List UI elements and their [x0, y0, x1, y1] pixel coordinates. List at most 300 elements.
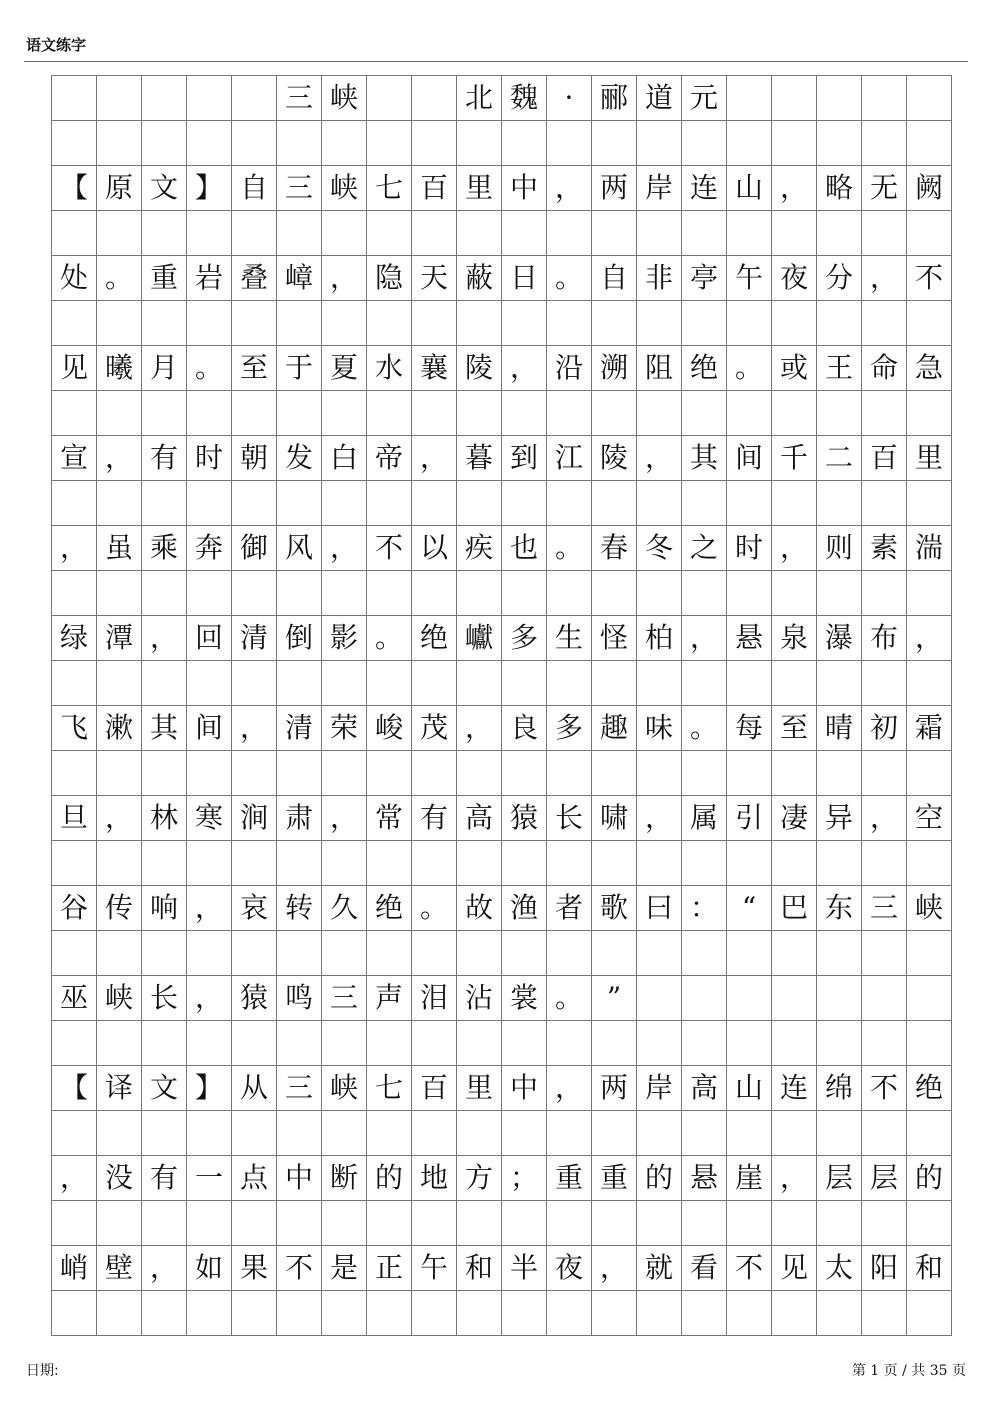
- grid-character: 层: [817, 1156, 862, 1201]
- grid-character: 魏: [502, 76, 547, 121]
- grid-character: 原: [97, 166, 142, 211]
- grid-cell: [862, 1291, 907, 1336]
- grid-character: 空: [907, 796, 952, 841]
- grid-cell: [907, 661, 952, 706]
- grid-character: 水: [367, 346, 412, 391]
- grid-character: 三: [277, 76, 322, 121]
- grid-cell: [232, 931, 277, 976]
- grid-character: 。: [97, 256, 142, 301]
- grid-character: 三: [277, 166, 322, 211]
- grid-cell: [322, 391, 367, 436]
- grid-character: 【: [52, 166, 97, 211]
- grid-cell: [232, 121, 277, 166]
- grid-cell: [457, 841, 502, 886]
- grid-character: 亭: [682, 256, 727, 301]
- grid-cell: [232, 661, 277, 706]
- grid-cell: [547, 1021, 592, 1066]
- grid-cell: [817, 121, 862, 166]
- grid-character: 巴: [772, 886, 817, 931]
- grid-character: 分: [817, 256, 862, 301]
- grid-cell: [412, 391, 457, 436]
- grid-character: 虽: [97, 526, 142, 571]
- grid-character: 自: [592, 256, 637, 301]
- header-divider: [24, 61, 968, 62]
- grid-cell: [52, 1291, 97, 1336]
- grid-character: 长: [547, 796, 592, 841]
- grid-character: 。: [682, 706, 727, 751]
- grid-cell: [52, 1201, 97, 1246]
- grid-character: 猿: [502, 796, 547, 841]
- grid-cell: [862, 1021, 907, 1066]
- grid-character: 怪: [592, 616, 637, 661]
- grid-character: 有: [142, 1156, 187, 1201]
- grid-cell: [862, 661, 907, 706]
- grid-character: 两: [592, 166, 637, 211]
- grid-cell: [187, 211, 232, 256]
- grid-character: 陵: [457, 346, 502, 391]
- grid-cell: [862, 76, 907, 121]
- grid-character: ；: [502, 1156, 547, 1201]
- grid-character: 帝: [367, 436, 412, 481]
- grid-character: 百: [862, 436, 907, 481]
- grid-character: 嶂: [277, 256, 322, 301]
- grid-cell: [592, 1111, 637, 1156]
- grid-character: 太: [817, 1246, 862, 1291]
- grid-character: 宣: [52, 436, 97, 481]
- grid-character: 属: [682, 796, 727, 841]
- grid-cell: [682, 301, 727, 346]
- grid-character: 两: [592, 1066, 637, 1111]
- grid-character: 荣: [322, 706, 367, 751]
- grid-cell: [682, 571, 727, 616]
- grid-cell: [457, 751, 502, 796]
- grid-character: 北: [457, 76, 502, 121]
- grid-cell: [682, 931, 727, 976]
- grid-cell: [142, 121, 187, 166]
- grid-cell: [187, 301, 232, 346]
- grid-character: 凄: [772, 796, 817, 841]
- grid-character: 绵: [817, 1066, 862, 1111]
- grid-cell: [322, 1111, 367, 1156]
- grid-cell: [727, 841, 772, 886]
- grid-cell: [97, 1111, 142, 1156]
- grid-character: 。: [547, 256, 592, 301]
- grid-cell: [52, 391, 97, 436]
- grid-character: 引: [727, 796, 772, 841]
- grid-cell: [367, 211, 412, 256]
- grid-character: 重: [547, 1156, 592, 1201]
- grid-cell: [682, 1291, 727, 1336]
- grid-character: 一: [187, 1156, 232, 1201]
- grid-cell: [817, 571, 862, 616]
- grid-character: 间: [727, 436, 772, 481]
- grid-character: 午: [412, 1246, 457, 1291]
- grid-cell: [187, 661, 232, 706]
- grid-cell: [817, 391, 862, 436]
- grid-character: 其: [142, 706, 187, 751]
- grid-character: 绿: [52, 616, 97, 661]
- grid-cell: [322, 121, 367, 166]
- grid-cell: [772, 976, 817, 1021]
- grid-character: 千: [772, 436, 817, 481]
- grid-cell: [457, 1111, 502, 1156]
- grid-character: 命: [862, 346, 907, 391]
- grid-character: 故: [457, 886, 502, 931]
- grid-character: 叠: [232, 256, 277, 301]
- grid-cell: [772, 481, 817, 526]
- grid-cell: [412, 751, 457, 796]
- grid-cell: [682, 211, 727, 256]
- grid-cell: [817, 1291, 862, 1336]
- grid-cell: [637, 661, 682, 706]
- grid-cell: [817, 661, 862, 706]
- grid-character: ，: [97, 796, 142, 841]
- grid-character: ，: [142, 616, 187, 661]
- grid-character: ，: [682, 616, 727, 661]
- grid-character: 猿: [232, 976, 277, 1021]
- grid-cell: [547, 1201, 592, 1246]
- practice-grid: [51, 75, 952, 1336]
- grid-character: ，: [322, 526, 367, 571]
- grid-cell: [187, 121, 232, 166]
- grid-character: 白: [322, 436, 367, 481]
- grid-cell: [97, 301, 142, 346]
- grid-character: 林: [142, 796, 187, 841]
- grid-cell: [322, 931, 367, 976]
- grid-cell: [727, 1111, 772, 1156]
- grid-cell: [547, 1291, 592, 1336]
- grid-character: 布: [862, 616, 907, 661]
- grid-character: 。: [412, 886, 457, 931]
- grid-character: 岸: [637, 1066, 682, 1111]
- grid-cell: [412, 76, 457, 121]
- grid-character: 山: [727, 1066, 772, 1111]
- grid-cell: [682, 121, 727, 166]
- grid-cell: [502, 1201, 547, 1246]
- grid-character: 暮: [457, 436, 502, 481]
- grid-character: ，: [862, 256, 907, 301]
- grid-character: 元: [682, 76, 727, 121]
- grid-cell: [457, 1291, 502, 1336]
- grid-character: 有: [142, 436, 187, 481]
- grid-character: 峡: [322, 1066, 367, 1111]
- grid-character: 寒: [187, 796, 232, 841]
- grid-cell: [277, 751, 322, 796]
- grid-character: 渔: [502, 886, 547, 931]
- grid-cell: [142, 391, 187, 436]
- grid-character: 襄: [412, 346, 457, 391]
- grid-cell: [637, 121, 682, 166]
- grid-character: 乘: [142, 526, 187, 571]
- grid-cell: [817, 1201, 862, 1246]
- grid-cell: [277, 1201, 322, 1246]
- grid-character: ：: [682, 886, 727, 931]
- grid-cell: [97, 1291, 142, 1336]
- grid-character: 重: [592, 1156, 637, 1201]
- grid-character: ”: [592, 976, 637, 1021]
- grid-cell: [817, 1021, 862, 1066]
- grid-cell: [277, 481, 322, 526]
- grid-character: 之: [682, 526, 727, 571]
- grid-character: 急: [907, 346, 952, 391]
- grid-cell: [862, 571, 907, 616]
- grid-cell: [907, 1201, 952, 1246]
- grid-cell: [457, 391, 502, 436]
- grid-cell: [592, 1021, 637, 1066]
- grid-cell: [322, 1201, 367, 1246]
- grid-character: 连: [682, 166, 727, 211]
- grid-cell: [637, 976, 682, 1021]
- grid-character: 涧: [232, 796, 277, 841]
- grid-character: ，: [52, 1156, 97, 1201]
- grid-cell: [772, 1021, 817, 1066]
- grid-cell: [367, 121, 412, 166]
- grid-character: 地: [412, 1156, 457, 1201]
- grid-character: 岩: [187, 256, 232, 301]
- grid-character: 沿: [547, 346, 592, 391]
- grid-cell: [682, 841, 727, 886]
- grid-character: 绝: [412, 616, 457, 661]
- grid-cell: [547, 211, 592, 256]
- grid-cell: [502, 1111, 547, 1156]
- grid-character: 霜: [907, 706, 952, 751]
- grid-character: 的: [637, 1156, 682, 1201]
- grid-cell: [457, 571, 502, 616]
- grid-cell: [862, 121, 907, 166]
- grid-character: 译: [97, 1066, 142, 1111]
- grid-character: 处: [52, 256, 97, 301]
- grid-cell: [367, 1201, 412, 1246]
- grid-cell: [52, 121, 97, 166]
- grid-cell: [457, 301, 502, 346]
- grid-character: 夏: [322, 346, 367, 391]
- grid-cell: [52, 481, 97, 526]
- grid-cell: [322, 751, 367, 796]
- grid-character: 晴: [817, 706, 862, 751]
- grid-character: 文: [142, 1066, 187, 1111]
- grid-cell: [772, 1201, 817, 1246]
- grid-cell: [142, 571, 187, 616]
- grid-character: ，: [772, 526, 817, 571]
- grid-character: 转: [277, 886, 322, 931]
- grid-character: ，: [547, 1066, 592, 1111]
- grid-cell: [367, 931, 412, 976]
- grid-cell: [637, 841, 682, 886]
- grid-character: 绝: [367, 886, 412, 931]
- grid-character: 。: [367, 616, 412, 661]
- grid-cell: [187, 931, 232, 976]
- grid-character: 层: [862, 1156, 907, 1201]
- grid-cell: [907, 481, 952, 526]
- grid-character: 崖: [727, 1156, 772, 1201]
- grid-character: 峡: [322, 76, 367, 121]
- grid-character: 江: [547, 436, 592, 481]
- grid-character: ，: [187, 976, 232, 1021]
- grid-cell: [682, 1201, 727, 1246]
- grid-character: ，: [862, 796, 907, 841]
- grid-cell: [592, 571, 637, 616]
- grid-cell: [592, 1291, 637, 1336]
- grid-cell: [502, 481, 547, 526]
- grid-character: 阙: [907, 166, 952, 211]
- page-number: 第 1 页 / 共 35 页: [851, 1363, 966, 1379]
- grid-cell: [502, 391, 547, 436]
- grid-character: 歌: [592, 886, 637, 931]
- grid-cell: [907, 391, 952, 436]
- grid-cell: [322, 211, 367, 256]
- grid-character: 时: [187, 436, 232, 481]
- grid-cell: [682, 481, 727, 526]
- grid-character: 七: [367, 1066, 412, 1111]
- grid-cell: [232, 571, 277, 616]
- grid-character: 重: [142, 256, 187, 301]
- grid-character: 和: [907, 1246, 952, 1291]
- grid-cell: [862, 931, 907, 976]
- grid-character: 茂: [412, 706, 457, 751]
- grid-character: 半: [502, 1246, 547, 1291]
- grid-character: 不: [862, 1066, 907, 1111]
- grid-cell: [727, 1021, 772, 1066]
- grid-character: 王: [817, 346, 862, 391]
- grid-cell: [547, 301, 592, 346]
- grid-cell: [682, 391, 727, 436]
- grid-cell: [547, 1111, 592, 1156]
- grid-character: 果: [232, 1246, 277, 1291]
- grid-cell: [457, 931, 502, 976]
- grid-cell: [232, 481, 277, 526]
- grid-character: 绝: [907, 1066, 952, 1111]
- grid-cell: [907, 1291, 952, 1336]
- grid-character: 素: [862, 526, 907, 571]
- grid-character: 溯: [592, 346, 637, 391]
- grid-cell: [907, 121, 952, 166]
- grid-cell: [232, 76, 277, 121]
- grid-character: ·: [547, 76, 592, 121]
- grid-cell: [862, 841, 907, 886]
- grid-character: 峭: [52, 1246, 97, 1291]
- grid-character: 有: [412, 796, 457, 841]
- grid-cell: [52, 301, 97, 346]
- grid-character: 岸: [637, 166, 682, 211]
- grid-cell: [232, 751, 277, 796]
- grid-cell: [97, 211, 142, 256]
- grid-cell: [772, 211, 817, 256]
- grid-cell: [412, 931, 457, 976]
- grid-character: 峻: [367, 706, 412, 751]
- grid-cell: [52, 931, 97, 976]
- grid-cell: [457, 661, 502, 706]
- grid-cell: [682, 976, 727, 1021]
- grid-cell: [727, 931, 772, 976]
- grid-character: 冬: [637, 526, 682, 571]
- grid-cell: [187, 571, 232, 616]
- grid-cell: [772, 1111, 817, 1156]
- grid-cell: [772, 76, 817, 121]
- grid-cell: [907, 751, 952, 796]
- grid-cell: [412, 1111, 457, 1156]
- grid-character: 瀑: [817, 616, 862, 661]
- grid-character: 其: [682, 436, 727, 481]
- grid-character: 夜: [547, 1246, 592, 1291]
- grid-cell: [367, 1291, 412, 1336]
- grid-cell: [907, 211, 952, 256]
- grid-cell: [727, 661, 772, 706]
- grid-cell: [322, 1291, 367, 1336]
- grid-cell: [277, 1111, 322, 1156]
- grid-cell: [592, 661, 637, 706]
- grid-cell: [637, 1111, 682, 1156]
- grid-character: 山: [727, 166, 772, 211]
- grid-character: 。: [727, 346, 772, 391]
- grid-character: 夜: [772, 256, 817, 301]
- grid-character: 文: [142, 166, 187, 211]
- grid-character: 断: [322, 1156, 367, 1201]
- grid-cell: [637, 1201, 682, 1246]
- grid-cell: [727, 571, 772, 616]
- grid-character: 风: [277, 526, 322, 571]
- grid-cell: [502, 931, 547, 976]
- grid-cell: [907, 1021, 952, 1066]
- grid-character: ，: [637, 796, 682, 841]
- grid-cell: [412, 1291, 457, 1336]
- grid-character: 三: [277, 1066, 322, 1111]
- grid-cell: [232, 301, 277, 346]
- grid-cell: [547, 121, 592, 166]
- grid-character: 悬: [682, 1156, 727, 1201]
- grid-cell: [97, 571, 142, 616]
- grid-cell: [367, 751, 412, 796]
- grid-cell: [682, 751, 727, 796]
- grid-character: 春: [592, 526, 637, 571]
- grid-cell: [277, 301, 322, 346]
- grid-character: 潭: [97, 616, 142, 661]
- grid-cell: [727, 1291, 772, 1336]
- grid-cell: [52, 1111, 97, 1156]
- grid-cell: [232, 1111, 277, 1156]
- grid-cell: [412, 661, 457, 706]
- grid-character: 味: [637, 706, 682, 751]
- grid-cell: [727, 751, 772, 796]
- grid-cell: [907, 931, 952, 976]
- grid-cell: [502, 301, 547, 346]
- grid-character: 啸: [592, 796, 637, 841]
- grid-character: 飞: [52, 706, 97, 751]
- grid-character: ，: [772, 1156, 817, 1201]
- grid-character: 。: [187, 346, 232, 391]
- grid-character: 月: [142, 346, 187, 391]
- grid-character: 没: [97, 1156, 142, 1201]
- grid-cell: [97, 751, 142, 796]
- grid-cell: [142, 211, 187, 256]
- grid-character: 略: [817, 166, 862, 211]
- grid-cell: [412, 211, 457, 256]
- grid-cell: [502, 571, 547, 616]
- grid-cell: [772, 121, 817, 166]
- grid-cell: [502, 751, 547, 796]
- grid-character: 阻: [637, 346, 682, 391]
- grid-cell: [187, 391, 232, 436]
- grid-character: 高: [682, 1066, 727, 1111]
- grid-cell: [97, 121, 142, 166]
- grid-cell: [277, 391, 322, 436]
- grid-cell: [457, 1021, 502, 1066]
- grid-cell: [142, 1201, 187, 1246]
- grid-cell: [52, 751, 97, 796]
- grid-character: ，: [187, 886, 232, 931]
- grid-character: 奔: [187, 526, 232, 571]
- grid-cell: [187, 1021, 232, 1066]
- grid-cell: [727, 1201, 772, 1246]
